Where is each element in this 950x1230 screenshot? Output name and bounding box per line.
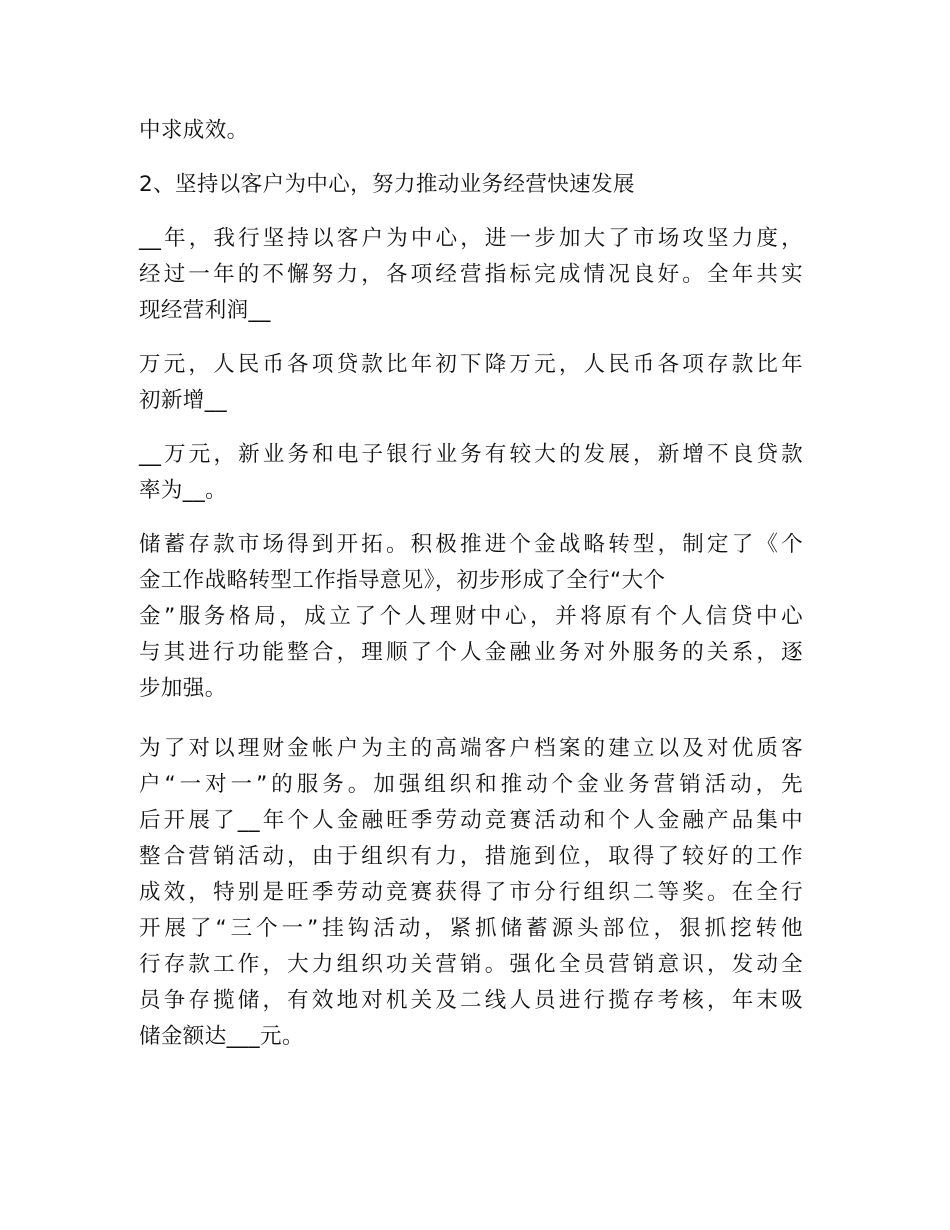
text-line: 经过一年的不懈努力，各项经营指标完成情况良好。全年共实: [139, 262, 803, 287]
text-line: 率为__。: [139, 478, 228, 503]
text-line: 中求成效。: [139, 118, 249, 143]
text-line: 储金额达___元。: [139, 1024, 304, 1049]
text-line: 户“一对一”的服务。加强组织和推动个金业务营销活动，先: [139, 772, 803, 797]
paragraph-3: [139, 221, 803, 329]
text-line: 员争存揽储，有效地对机关及二线人员进行揽存考核，年末吸: [139, 988, 803, 1013]
section-heading: [139, 167, 803, 203]
document-body: [139, 113, 803, 1073]
text-line: 与其进行功能整合，理顺了个人金融业务对外服务的关系，逐: [139, 640, 803, 665]
text-line: 储蓄存款市场得到开拓。积极推进个金战略转型，制定了《个: [139, 532, 803, 557]
text-line: 金”服务格局，成立了个人理财中心，并将原有个人信贷中心: [139, 604, 803, 629]
text-line: 金工作战略转型工作指导意见》，初步形成了全行“大个: [139, 568, 666, 593]
paragraph-7: [139, 731, 803, 1055]
text-line: 初新增__: [139, 388, 228, 413]
text-line: 后开展了__年个人金融旺季劳动竞赛活动和个人金融产品集中: [139, 808, 803, 833]
text-line: 行存款工作，大力组织功关营销。强化全员营销意识，发动全: [139, 952, 803, 977]
text-line: 2、坚持以客户为中心，努力推动业务经营快速发展: [139, 172, 635, 197]
paragraph-1: [139, 113, 803, 149]
text-line: 开展了“三个一”挂钩活动，紧抓储蓄源头部位，狠抓挖转他: [139, 916, 803, 941]
text-line: __年，我行坚持以客户为中心，进一步加大了市场攻坚力度，: [139, 226, 803, 251]
text-line: 万元，人民币各项贷款比年初下降万元，人民币各项存款比年: [139, 352, 803, 377]
text-line: 现经营利润__: [139, 298, 271, 323]
paragraph-5: [139, 437, 803, 509]
paragraph-6: [139, 527, 803, 707]
text-line: __万元，新业务和电子银行业务有较大的发展，新增不良贷款: [139, 442, 803, 467]
text-line: 成效，特别是旺季劳动竞赛获得了市分行组织二等奖。在全行: [139, 880, 803, 905]
text-line: 整合营销活动，由于组织有力，措施到位，取得了较好的工作: [139, 844, 803, 869]
text-line: 为了对以理财金帐户为主的高端客户档案的建立以及对优质客: [139, 736, 803, 761]
text-line: 步加强。: [139, 676, 227, 701]
paragraph-4: [139, 347, 803, 419]
